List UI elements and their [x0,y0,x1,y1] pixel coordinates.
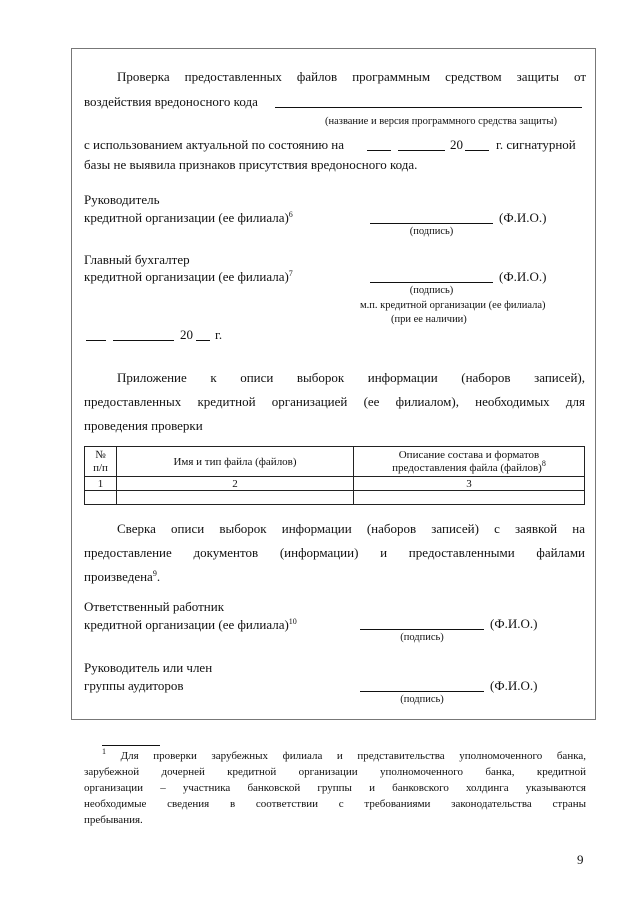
column-number: 1 [85,477,117,491]
sign3-caption: (подпись) [400,632,444,643]
sign4-fio: (Ф.И.О.) [490,678,538,693]
check-line-2: воздействия вредоносного кода [84,94,258,109]
check-date-year-prefix: 20 [450,137,463,152]
table-row [85,477,585,491]
header-description [354,447,585,477]
files-table [84,446,585,505]
sign2-role-line-2: кредитной организации (ее филиала)$^7$ [84,269,293,284]
check-date-day-field[interactable] [367,150,391,151]
empty-cell[interactable] [354,491,585,505]
check-date-month-field[interactable] [398,150,445,151]
footnote-line-3: организации – участника банковской группы и банковского холдинга указываются [84,782,586,794]
sign4-caption: (подпись) [400,694,444,705]
sign2-fio: (Ф.И.О.) [499,269,547,284]
check-line-1: Проверка предоставленных файлов программным средством защиты от [117,69,586,84]
table-row [85,491,585,505]
footnote-ref: 9 [152,569,157,578]
footnote-ref: 10 [288,617,297,626]
check-line-4: базы не выявила признаков присутствия вредоносного кода. [84,157,418,172]
sign1-role-line-1: Руководитель [84,192,160,207]
sign1-signature-field[interactable] [370,223,493,224]
sign3-role-line-1: Ответственный работник [84,599,225,614]
footnote-ref: 6 [288,210,293,219]
sign2-caption: (подпись) [409,285,454,296]
sign4-signature-field[interactable] [360,691,484,692]
footnote-separator [102,745,160,746]
footnote-ref: 7 [288,269,293,278]
date-day-field[interactable] [86,340,106,341]
header-number-line-1: № [95,448,106,461]
sign1-fio: (Ф.И.О.) [499,210,547,225]
software-caption: (название и версия программного средства защиты) [325,116,557,127]
empty-cell[interactable] [85,491,117,505]
reconcile-line-1: Сверка описи выборок информации (наборов записей) с заявкой на [117,521,585,536]
sign3-signature-field[interactable] [360,629,484,630]
stamp-caption-line-1: м.п. кредитной организации (ее филиала) [360,300,546,311]
reconcile-line-3: произведена$^9$. [84,569,161,584]
check-line-3-suffix: г. сигнатурной [496,137,576,152]
column-number: 2 [117,477,354,491]
footnote-ref: 8 [541,458,546,468]
sign2-role-line-1: Главный бухгалтер [84,252,190,267]
footnote-line-1: $^1$ Для проверки зарубежных филиала и представительства уполномоченного банка, [102,747,587,762]
page-number: 9 [577,852,584,867]
stamp-caption-line-2: (при ее наличии) [391,314,467,325]
sign2-signature-field[interactable] [370,282,493,283]
appendix-line-2: предоставленных кредитной организацией (ее филиалом), необходимых для [84,394,585,409]
date-suffix: г. [215,327,223,342]
sign4-role-line-2: группы аудиторов [84,678,184,693]
reconcile-line-2: предоставление документов (информации) и предоставленными файлами [84,545,585,560]
table-header-row [85,447,585,477]
empty-cell[interactable] [117,491,354,505]
sign3-role-line-2: кредитной организации (ее филиала)$^{10}$ [84,617,297,632]
footnote-line-2: зарубежной дочерней кредитной организации уполномоченного банка, кредитной [84,766,586,778]
column-number: 3 [354,477,585,491]
footnote-mark: 1 [102,747,106,756]
header-number [85,447,117,477]
date-month-field[interactable] [113,340,174,341]
software-name-field[interactable] [275,107,582,108]
sign4-role-line-1: Руководитель или член [84,660,213,675]
header-description-line-1: Описание состава и форматов [398,448,540,461]
footnote-line-5: пребывания. [84,814,143,826]
header-file-name: Имя и тип файла (файлов) [117,447,354,477]
header-description-line-2: предоставления файла (файлов)$^8$ [392,458,546,474]
date-year-prefix: 20 [180,327,193,342]
check-line-3-prefix: с использованием актуальной по состоянию на [84,137,345,152]
sign3-fio: (Ф.И.О.) [490,616,538,631]
header-number-line-2: п/п [93,461,108,474]
appendix-line-1: Приложение к описи выборок информации (наборов записей), [117,370,585,385]
appendix-line-3: проведения проверки [84,418,203,433]
sign1-role-line-2: кредитной организации (ее филиала)$^6$ [84,210,293,225]
check-date-year-field[interactable] [465,150,489,151]
sign1-caption: (подпись) [409,226,454,237]
date-year-field[interactable] [196,340,210,341]
footnote-line-4: необходимые сведения в соответствии с требованиями законодательства страны [84,798,586,810]
